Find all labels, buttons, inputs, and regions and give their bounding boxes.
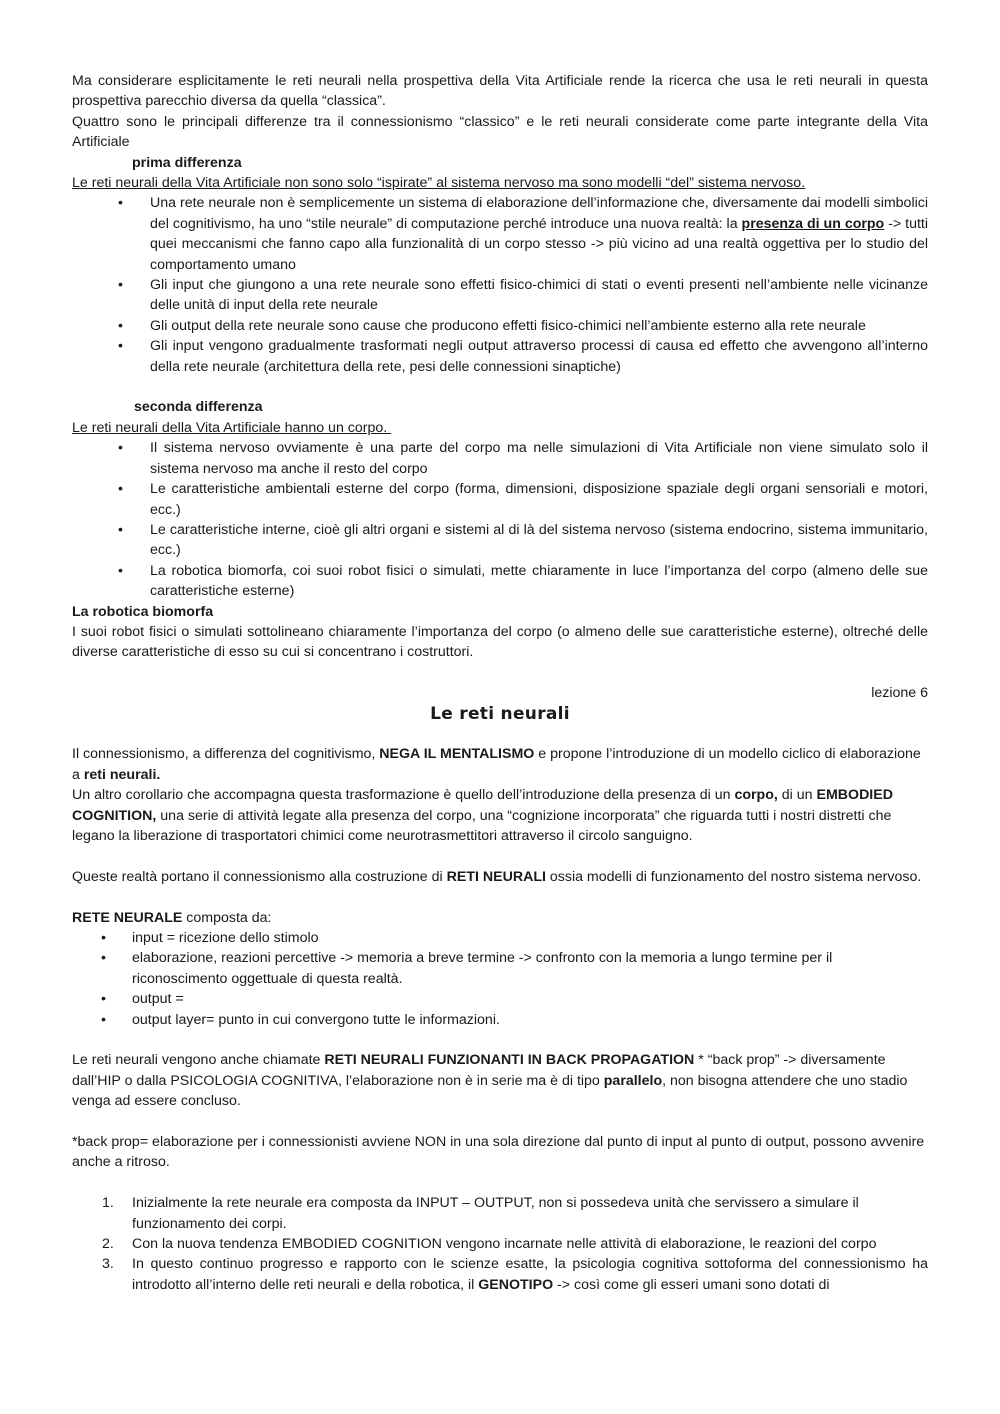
list-item: • Gli input vengono gradualmente trasformati negli output attraverso processi di causa ed effetto che avvengono all’interno della rete neurale (architettura della rete, pesi delle connessioni sinaptiche)	[72, 336, 928, 377]
first-difference-statement: Le reti neurali della Vita Artificiale non sono solo “ispirate” al sistema nervoso ma sono modelli “del” sistema nervoso.	[72, 175, 806, 192]
list-item: 3. In questo continuo progresso e rapporto con le scienze esatte, la psicologia cognitiva sottoforma del connessionismo ha introdotto all’interno delle reti neurali e della robotica, il GENOTIPO -> così come gli esseri umani sono dotati di	[102, 1256, 928, 1293]
lesson-number: lezione 6	[871, 685, 928, 702]
list-item: • elaborazione, reazioni percettive -> memoria a breve termine -> confronto con la memoria a lungo termine per il riconoscimento oggettuale di questa realtà.	[72, 948, 928, 989]
list-item: 1. Inizialmente la rete neurale era composta da INPUT – OUTPUT, non si possedeva unità che servissero a simulare il funzionamento dei corpi.	[102, 1195, 859, 1232]
rete-neurale-list	[72, 928, 928, 1030]
numbered-list	[72, 1193, 928, 1295]
robotica-paragraph: I suoi robot fisici o simulati sottolineano chiaramente l’importanza del corpo (o almeno delle sue caratteristiche esterne), oltreché delle diverse caratteristiche di esso su cui si concentrano i costruttori.	[72, 623, 928, 661]
page-title: Le reti neurali	[430, 703, 570, 724]
paragraph-reti-neurali: Queste realtà portano il connessionismo alla costruzione di RETI NEURALI ossia modelli di funzionamento del nostro sistema nervoso.	[72, 868, 922, 885]
intro-paragraph: Ma considerare esplicitamente le reti neurali nella prospettiva della Vita Artificiale rende la ricerca che usa le reti neurali in questa prospettiva parecchio diversa da quella “classica”.	[72, 73, 928, 110]
paragraph-embodied: Un altro corollario che accompagna questa trasformazione è quello dell’introduzione della presenza di un corpo, di un EMBODIED COGNITION, una serie di attività legate alla presenza del corpo, una “cognizione incorporata” che riguarda tutti i nostri distretti che legano la liberazione di trasportatori chimici come neurotrasmettitori attraverso il circolo sanguigno.	[72, 787, 893, 844]
robotica-heading: La robotica biomorfa	[72, 603, 214, 620]
emphasis-corpo: presenza di un corpo	[741, 215, 885, 232]
list-item: • Una rete neurale non è semplicemente un sistema di elaborazione dell’informazione che, diversamente dai modelli simbolici del cognitivismo, ha uno “stile neurale” di computazione perché introduce una nuova realtà: la presenza di un corpo -> tutti quei meccanismi che fanno capo alla funzionalità di un corpo stesso -> più vicino ad una realtà oggettiva per lo studio del comportamento umano	[72, 193, 928, 275]
second-difference-statement: Le reti neurali della Vita Artificiale hanno un corpo.	[72, 419, 392, 436]
intro-paragraph-2: Quattro sono le principali differenze tra il connessionismo “classico” e le reti neurali considerate come parte integrante della Vita Artificiale	[72, 113, 928, 151]
paragraph-mentalismo: Il connessionismo, a differenza del cognitivismo, NEGA IL MENTALISMO e propone l’introduzione di un modello ciclico di elaborazione a reti neurali.	[72, 746, 921, 783]
paragraph-back-prop-note: *back prop= elaborazione per i connessionisti avviene NON in una sola direzione dal punto di input al punto di output, possono avvenire anche a ritroso.	[72, 1134, 925, 1171]
list-item: • Le caratteristiche interne, cioè gli altri organi e sistemi al di là del sistema nervoso (sistema endocrino, sistema immunitario, ecc.)	[72, 520, 928, 561]
list-item: • Il sistema nervoso ovviamente è una parte del corpo ma nelle simulazioni di Vita Artificiale non viene simulato solo il sistema nervoso ma anche il resto del corpo	[72, 438, 928, 479]
second-difference-list	[72, 438, 928, 601]
first-difference-heading: prima differenza	[132, 154, 242, 171]
list-item: • Gli input che giungono a una rete neurale sono effetti fisico-chimici di stati o eventi presenti nell’ambiente nelle vicinanze delle unità di input della rete neurale	[72, 275, 928, 316]
list-item: • input = ricezione dello stimolo	[72, 928, 928, 948]
list-item: • Le caratteristiche ambientali esterne del corpo (forma, dimensioni, disposizione spaziale degli organi sensoriali e motori, ecc.)	[72, 479, 928, 520]
list-item: • La robotica biomorfa, coi suoi robot fisici o simulati, mette chiaramente in luce l’importanza del corpo (almeno delle sue caratteristiche esterne)	[72, 561, 928, 602]
first-difference-list	[72, 193, 928, 377]
list-item: • output =	[72, 989, 928, 1009]
paragraph-back-propagation: Le reti neurali vengono anche chiamate RETI NEURALI FUNZIONANTI IN BACK PROPAGATION * “back prop” -> diversamente dall’HIP o dalla PSICOLOGIA COGNITIVA, l’elaborazione non è in serie ma è di tipo parallelo, non bisogna attendere che uno stadio venga ad essere concluso.	[72, 1052, 908, 1110]
list-item: • Gli output della rete neurale sono cause che producono effetti fisico-chimici nell’ambiente esterno alla rete neurale	[72, 316, 928, 336]
second-difference-heading: seconda differenza	[134, 399, 263, 416]
list-item: • output layer= punto in cui convergono tutte le informazioni.	[72, 1010, 928, 1030]
list-item: 2. Con la nuova tendenza EMBODIED COGNITION vengono incarnate nelle attività di elaborazione, le reazioni del corpo	[102, 1236, 877, 1253]
document-page	[72, 71, 928, 1295]
rete-neurale-heading: RETE NEURALE composta da:	[72, 909, 272, 926]
